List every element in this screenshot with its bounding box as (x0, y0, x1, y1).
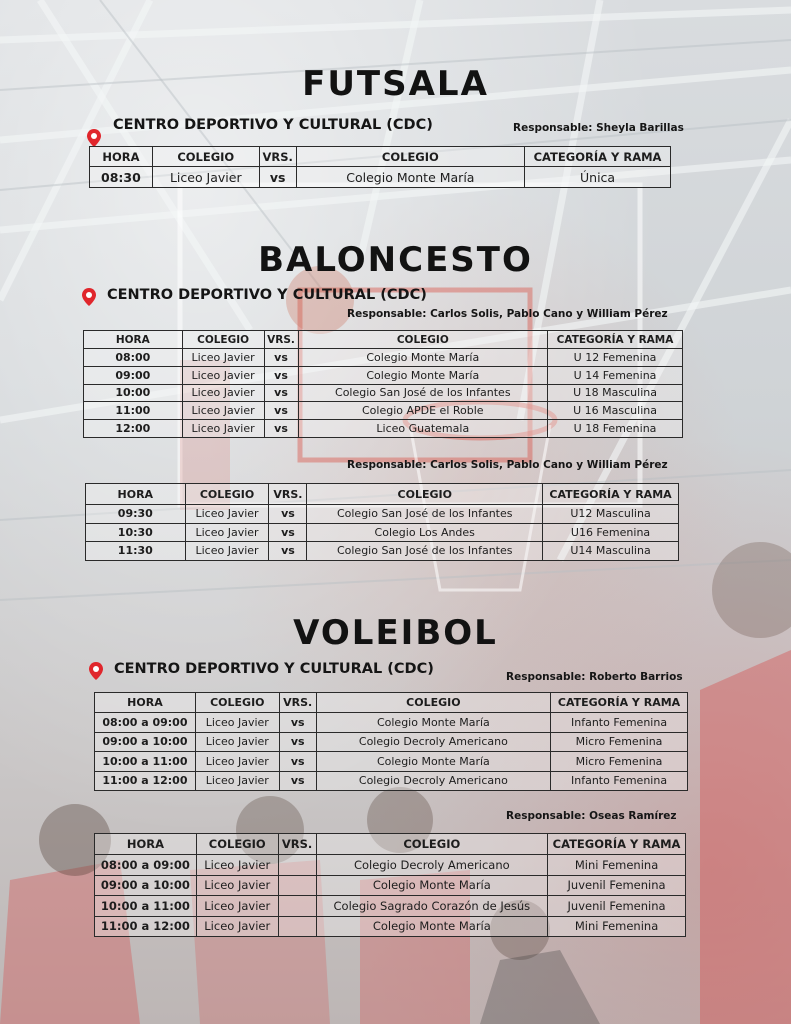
header-categoria: CATEGORÍA Y RAMA (548, 834, 686, 855)
header-vrs: VRS. (279, 693, 316, 713)
table-row (84, 366, 683, 384)
colegio-cell: Liceo Javier (185, 542, 269, 561)
hora-cell: 09:00 (84, 366, 183, 384)
baloncesto-responsable-2: Responsable: Carlos Solis, Pablo Cano y William Pérez (347, 459, 668, 471)
hora-cell: 10:00 (84, 384, 183, 402)
map-pin-icon (87, 129, 101, 147)
colegio-cell: Liceo Javier (182, 349, 264, 367)
vs-cell: vs (264, 384, 298, 402)
header-vrs: VRS. (264, 331, 298, 349)
hora-cell: 11:00 a 12:00 (95, 771, 196, 791)
hora-cell: 11:30 (86, 542, 186, 561)
vs-cell (278, 896, 316, 917)
header-hora: HORA (84, 331, 183, 349)
hora-cell: 10:30 (86, 523, 186, 542)
rival-cell: Colegio Decroly Americano (316, 771, 550, 791)
vs-cell (278, 855, 316, 876)
header-categoria: CATEGORÍA Y RAMA (551, 693, 688, 713)
vs-cell: vs (269, 523, 307, 542)
colegio-cell: Liceo Javier (185, 505, 269, 524)
colegio-cell: Liceo Javier (196, 875, 278, 896)
categoria-cell: Juvenil Femenina (548, 896, 686, 917)
header-colegio-rival: COLEGIO (316, 693, 550, 713)
categoria-cell: Mini Femenina (548, 855, 686, 876)
table-row (95, 732, 688, 752)
table-row (95, 855, 686, 876)
rival-cell: Liceo Guatemala (298, 420, 548, 438)
vs-cell: vs (259, 167, 296, 188)
table-row (84, 349, 683, 367)
colegio-cell: Liceo Javier (195, 732, 279, 752)
vs-cell: vs (279, 771, 316, 791)
header-colegio: COLEGIO (195, 693, 279, 713)
voleibol-table-1 (94, 692, 688, 791)
header-colegio-rival: COLEGIO (307, 484, 543, 505)
header-hora: HORA (90, 147, 153, 167)
table-row (90, 167, 671, 188)
header-categoria: CATEGORÍA Y RAMA (525, 147, 671, 167)
categoria-cell: U 18 Masculina (548, 384, 683, 402)
categoria-cell: Micro Femenina (551, 752, 688, 772)
categoria-cell: Infanto Femenina (551, 713, 688, 733)
hora-cell: 10:00 a 11:00 (95, 896, 197, 917)
categoria-cell: U 14 Femenina (548, 366, 683, 384)
colegio-cell: Liceo Javier (182, 366, 264, 384)
voleibol-responsable-1: Responsable: Roberto Barrios (506, 671, 683, 683)
vs-cell: vs (264, 402, 298, 420)
hora-cell: 11:00 a 12:00 (95, 916, 197, 937)
header-vrs: VRS. (269, 484, 307, 505)
vs-cell: vs (264, 349, 298, 367)
header-colegio: COLEGIO (182, 331, 264, 349)
header-colegio-rival: COLEGIO (298, 331, 548, 349)
rival-cell: Colegio San José de los Infantes (298, 384, 548, 402)
map-pin-icon (89, 662, 103, 680)
vs-cell (278, 916, 316, 937)
colegio-cell: Liceo Javier (185, 523, 269, 542)
categoria-cell: U 18 Femenina (548, 420, 683, 438)
hora-cell: 08:00 (84, 349, 183, 367)
table-row (95, 771, 688, 791)
rival-cell: Colegio Monte María (316, 916, 548, 937)
vs-cell: vs (269, 505, 307, 524)
header-hora: HORA (95, 693, 196, 713)
baloncesto-responsable-1: Responsable: Carlos Solis, Pablo Cano y William Pérez (347, 308, 668, 320)
hora-cell: 12:00 (84, 420, 183, 438)
rival-cell: Colegio APDE el Roble (298, 402, 548, 420)
futsala-responsable: Responsable: Sheyla Barillas (513, 122, 684, 134)
vs-cell: vs (279, 732, 316, 752)
table-row (84, 420, 683, 438)
voleibol-responsable-2: Responsable: Oseas Ramírez (506, 810, 677, 822)
categoria-cell: Juvenil Femenina (548, 875, 686, 896)
hora-cell: 09:00 a 10:00 (95, 875, 197, 896)
header-vrs: VRS. (278, 834, 316, 855)
header-categoria: CATEGORÍA Y RAMA (543, 484, 679, 505)
vs-cell: vs (264, 420, 298, 438)
categoria-cell: U12 Masculina (543, 505, 679, 524)
baloncesto-table-1 (83, 330, 683, 438)
vs-cell (278, 875, 316, 896)
table-row (95, 916, 686, 937)
categoria-cell: Infanto Femenina (551, 771, 688, 791)
baloncesto-title: BALONCESTO (258, 240, 533, 280)
colegio-cell: Liceo Javier (196, 916, 278, 937)
colegio-cell: Liceo Javier (195, 752, 279, 772)
colegio-cell: Liceo Javier (152, 167, 259, 188)
table-row (84, 384, 683, 402)
header-hora: HORA (95, 834, 197, 855)
colegio-cell: Liceo Javier (182, 384, 264, 402)
rival-cell: Colegio Sagrado Corazón de Jesús (316, 896, 548, 917)
colegio-cell: Liceo Javier (195, 713, 279, 733)
vs-cell: vs (269, 542, 307, 561)
header-vrs: VRS. (259, 147, 296, 167)
vs-cell: vs (264, 366, 298, 384)
header-colegio: COLEGIO (152, 147, 259, 167)
baloncesto-venue: CENTRO DEPORTIVO Y CULTURAL (CDC) (107, 287, 427, 303)
categoria-cell: U 16 Masculina (548, 402, 683, 420)
categoria-cell: U 12 Femenina (548, 349, 683, 367)
table-row (95, 896, 686, 917)
hora-cell: 09:00 a 10:00 (95, 732, 196, 752)
rival-cell: Colegio San José de los Infantes (307, 505, 543, 524)
futsala-venue: CENTRO DEPORTIVO Y CULTURAL (CDC) (113, 117, 433, 133)
table-row (95, 713, 688, 733)
vs-cell: vs (279, 713, 316, 733)
table-row (95, 752, 688, 772)
rival-cell: Colegio Decroly Americano (316, 732, 550, 752)
voleibol-table-2 (94, 833, 686, 937)
categoria-cell: U16 Femenina (543, 523, 679, 542)
hora-cell: 08:00 a 09:00 (95, 713, 196, 733)
categoria-cell: Micro Femenina (551, 732, 688, 752)
futsala-table (89, 146, 671, 188)
map-pin-icon (82, 288, 96, 306)
colegio-cell: Liceo Javier (182, 420, 264, 438)
rival-cell: Colegio Decroly Americano (316, 855, 548, 876)
colegio-cell: Liceo Javier (195, 771, 279, 791)
colegio-cell: Liceo Javier (196, 896, 278, 917)
rival-cell: Colegio Monte María (298, 366, 548, 384)
rival-cell: Colegio San José de los Infantes (307, 542, 543, 561)
rival-cell: Colegio Los Andes (307, 523, 543, 542)
rival-cell: Colegio Monte María (296, 167, 524, 188)
rival-cell: Colegio Monte María (316, 752, 550, 772)
table-row (95, 875, 686, 896)
header-hora: HORA (86, 484, 186, 505)
categoria-cell: U14 Masculina (543, 542, 679, 561)
header-colegio: COLEGIO (185, 484, 269, 505)
colegio-cell: Liceo Javier (182, 402, 264, 420)
rival-cell: Colegio Monte María (316, 875, 548, 896)
table-row (86, 523, 679, 542)
hora-cell: 11:00 (84, 402, 183, 420)
categoria-cell: Única (525, 167, 671, 188)
categoria-cell: Mini Femenina (548, 916, 686, 937)
futsala-title: FUTSALA (302, 64, 489, 104)
rival-cell: Colegio Monte María (298, 349, 548, 367)
hora-cell: 08:30 (90, 167, 153, 188)
table-row (86, 542, 679, 561)
colegio-cell: Liceo Javier (196, 855, 278, 876)
header-colegio: COLEGIO (196, 834, 278, 855)
vs-cell: vs (279, 752, 316, 772)
header-colegio-rival: COLEGIO (316, 834, 548, 855)
header-categoria: CATEGORÍA Y RAMA (548, 331, 683, 349)
voleibol-venue: CENTRO DEPORTIVO Y CULTURAL (CDC) (114, 661, 434, 677)
rival-cell: Colegio Monte María (316, 713, 550, 733)
hora-cell: 10:00 a 11:00 (95, 752, 196, 772)
table-row (84, 402, 683, 420)
baloncesto-table-2 (85, 483, 679, 561)
header-colegio-rival: COLEGIO (296, 147, 524, 167)
hora-cell: 08:00 a 09:00 (95, 855, 197, 876)
hora-cell: 09:30 (86, 505, 186, 524)
table-row (86, 505, 679, 524)
voleibol-title: VOLEIBOL (293, 613, 498, 653)
